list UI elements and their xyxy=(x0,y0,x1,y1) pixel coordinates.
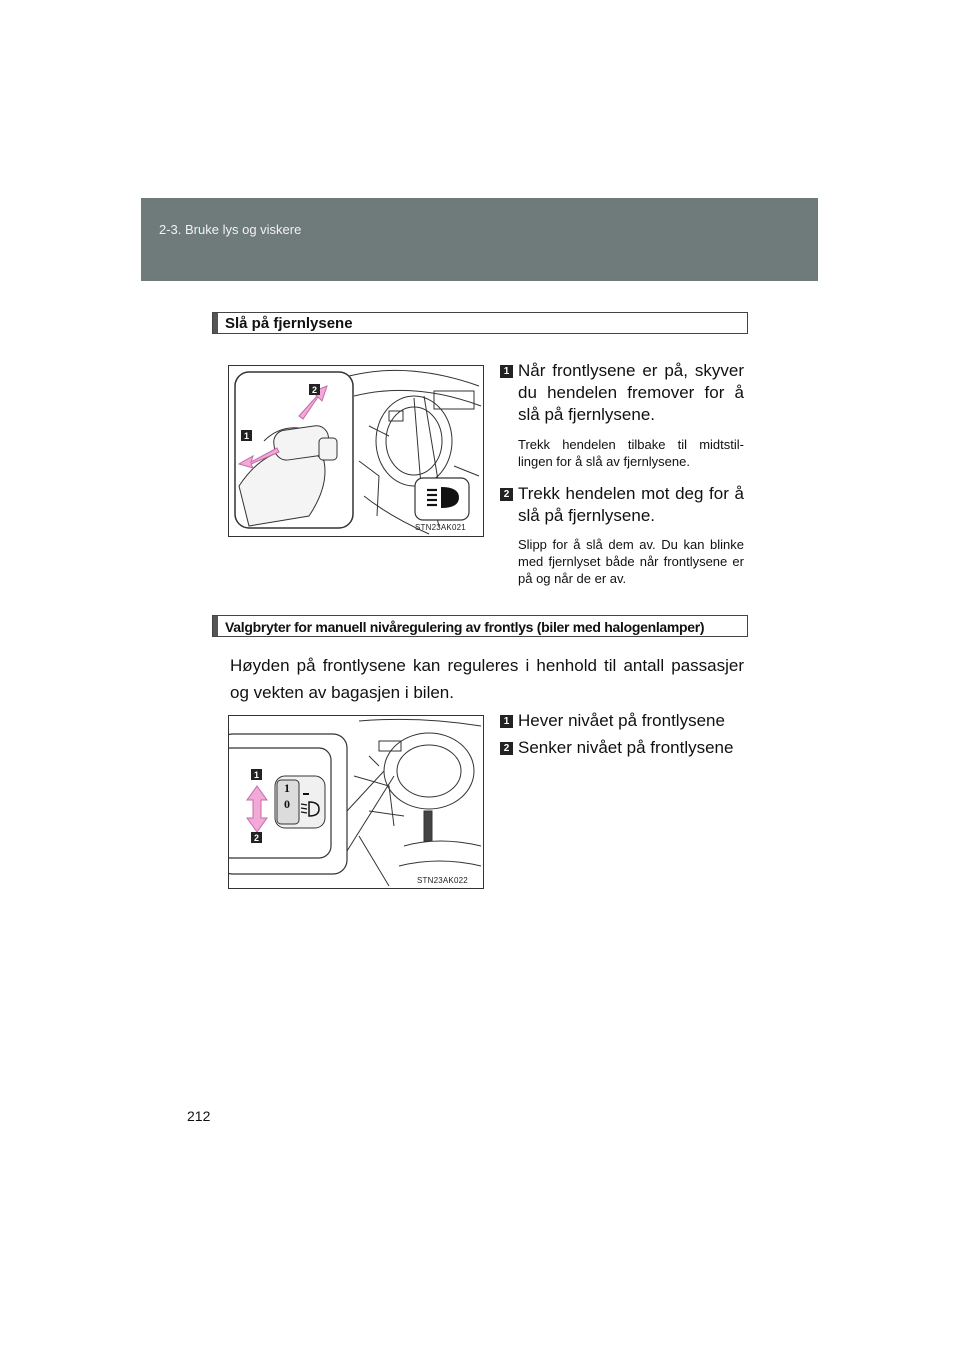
svg-text:2: 2 xyxy=(311,385,318,395)
step-badge-1: 1 xyxy=(500,365,513,378)
dial-label-0: 0 xyxy=(284,797,290,811)
heading-bar xyxy=(213,616,218,636)
figure-headlight-lever xyxy=(228,365,484,537)
step-text-1: Når frontlysene er på, skyver du hendelen fremover for å slå på fjernlysene. xyxy=(518,361,744,424)
step-badge-1: 1 xyxy=(500,715,513,728)
step-badge-2: 2 xyxy=(500,488,513,501)
svg-text:2: 2 xyxy=(253,833,260,843)
dial-label-1: 1 xyxy=(284,781,290,795)
step-badge-2: 2 xyxy=(500,742,513,755)
svg-text:1: 1 xyxy=(253,770,260,780)
step-note-1: Trekk hendelen tilbake til midtstil-lingen for å slå av fjernlysene. xyxy=(518,437,744,469)
figure-code: STN23AK021 xyxy=(415,523,466,532)
section-heading-level-switch xyxy=(212,615,748,637)
page-number: 212 xyxy=(187,1108,211,1124)
step-note-2: Slipp for å slå dem av. Du kan blinke med fjernlyset både når frontlysene er på og når de er av. xyxy=(518,537,744,586)
section-heading-text: Valgbryter for manuell nivåregulering av frontlys (biler med halogenlamper) xyxy=(225,619,705,635)
svg-text:1: 1 xyxy=(243,431,250,441)
body-paragraph: Høyden på frontlysene kan reguleres i henhold til antall passasjer og vekten av bagasjen i bilen. xyxy=(230,656,744,702)
level-switch-illustration xyxy=(229,716,483,888)
step-text-2: Trekk hendelen mot deg for å slå på fjernlysene. xyxy=(518,484,744,525)
step-text-2: Senker nivået på frontlysene xyxy=(518,738,734,757)
chapter-header xyxy=(141,198,818,281)
figure-code: STN23AK022 xyxy=(417,876,468,885)
chapter-title: 2-3. Bruke lys og viskere xyxy=(159,222,302,237)
figure-level-switch xyxy=(228,715,484,889)
lever-illustration xyxy=(229,366,483,536)
step-text-1: Hever nivået på frontlysene xyxy=(518,711,725,730)
section-heading-high-beam xyxy=(212,312,748,334)
heading-bar xyxy=(213,313,218,333)
section-heading-text: Slå på fjernlysene xyxy=(225,315,353,332)
